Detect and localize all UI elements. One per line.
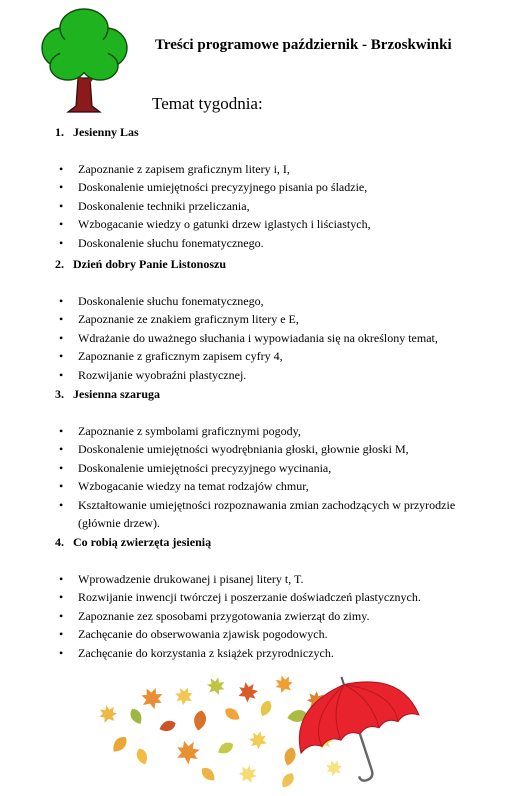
section-list xyxy=(55,570,495,662)
section-2 xyxy=(55,256,495,384)
list-item: • Doskonalenie słuchu fonematycznego. xyxy=(55,234,495,252)
autumn-leaves-umbrella-icon xyxy=(98,656,434,792)
section-heading: 3. Jesienna szaruga xyxy=(55,387,160,401)
list-item: • Doskonalenie umiejętności precyzyjnego wycinania, xyxy=(55,459,495,477)
section-list xyxy=(55,160,495,252)
list-item: • Zapoznanie ze znakiem graficznym litery e E, xyxy=(55,310,495,328)
section-list xyxy=(55,292,495,384)
list-item: • Doskonalenie techniki przeliczania, xyxy=(55,197,495,215)
list-item: • Wzbogacanie wiedzy o gatunki drzew iglastych i liściastych, xyxy=(55,215,495,233)
list-item: • Zapoznanie z graficznym zapisem cyfry 4, xyxy=(55,347,495,365)
list-item: • Zapoznanie z zapisem graficznym litery i, I, xyxy=(55,160,495,178)
list-item: • Wzbogacanie wiedzy na temat rodzajów chmur, xyxy=(55,477,495,495)
section-4 xyxy=(55,534,495,662)
list-item: • Zapoznanie z symbolami graficznymi pogody, xyxy=(55,422,495,440)
list-item: • Zachęcanie do korzystania z książek przyrodniczych. xyxy=(55,644,495,662)
list-item: • Doskonalenie umiejętności wyodrębniania głoski, głownie głoski M, xyxy=(55,440,495,458)
list-item: • Rozwijanie wyobraźni plastycznej. xyxy=(55,366,495,384)
page-subtitle: Temat tygodnia: xyxy=(152,94,263,113)
section-heading: 4. Co robią zwierzęta jesienią xyxy=(55,535,212,549)
section-list xyxy=(55,422,495,532)
list-item: • Wdrażanie do uważnego słuchania i wypowiadania się na określony temat, xyxy=(55,329,495,347)
section-heading: 1. Jesienny Las xyxy=(55,125,139,139)
list-item: • Rozwijanie inwencji twórczej i poszerzanie doświadczeń plastycznych. xyxy=(55,588,495,606)
section-1 xyxy=(55,124,495,252)
list-item: • Zachęcanie do obserwowania zjawisk pogodowych. xyxy=(55,625,495,643)
list-item: • Wprowadzenie drukowanej i pisanej litery t, T. xyxy=(55,570,495,588)
section-3 xyxy=(55,386,495,532)
page-title: Treści programowe październik - Brzoskwinki xyxy=(155,37,452,53)
section-heading: 2. Dzień dobry Panie Listonoszu xyxy=(55,257,227,271)
list-item: • Doskonalenie słuchu fonematycznego, xyxy=(55,292,495,310)
list-item: • Zapoznanie zez sposobami przygotowania zwierząt do zimy. xyxy=(55,607,495,625)
tree-icon xyxy=(38,6,130,114)
list-item: • Kształtowanie umiejętności rozpoznawania zmian zachodzących w przyrodzie (głównie drzew). xyxy=(55,496,495,533)
list-item: • Doskonalenie umiejętności precyzyjnego pisania po śladzie, xyxy=(55,178,495,196)
